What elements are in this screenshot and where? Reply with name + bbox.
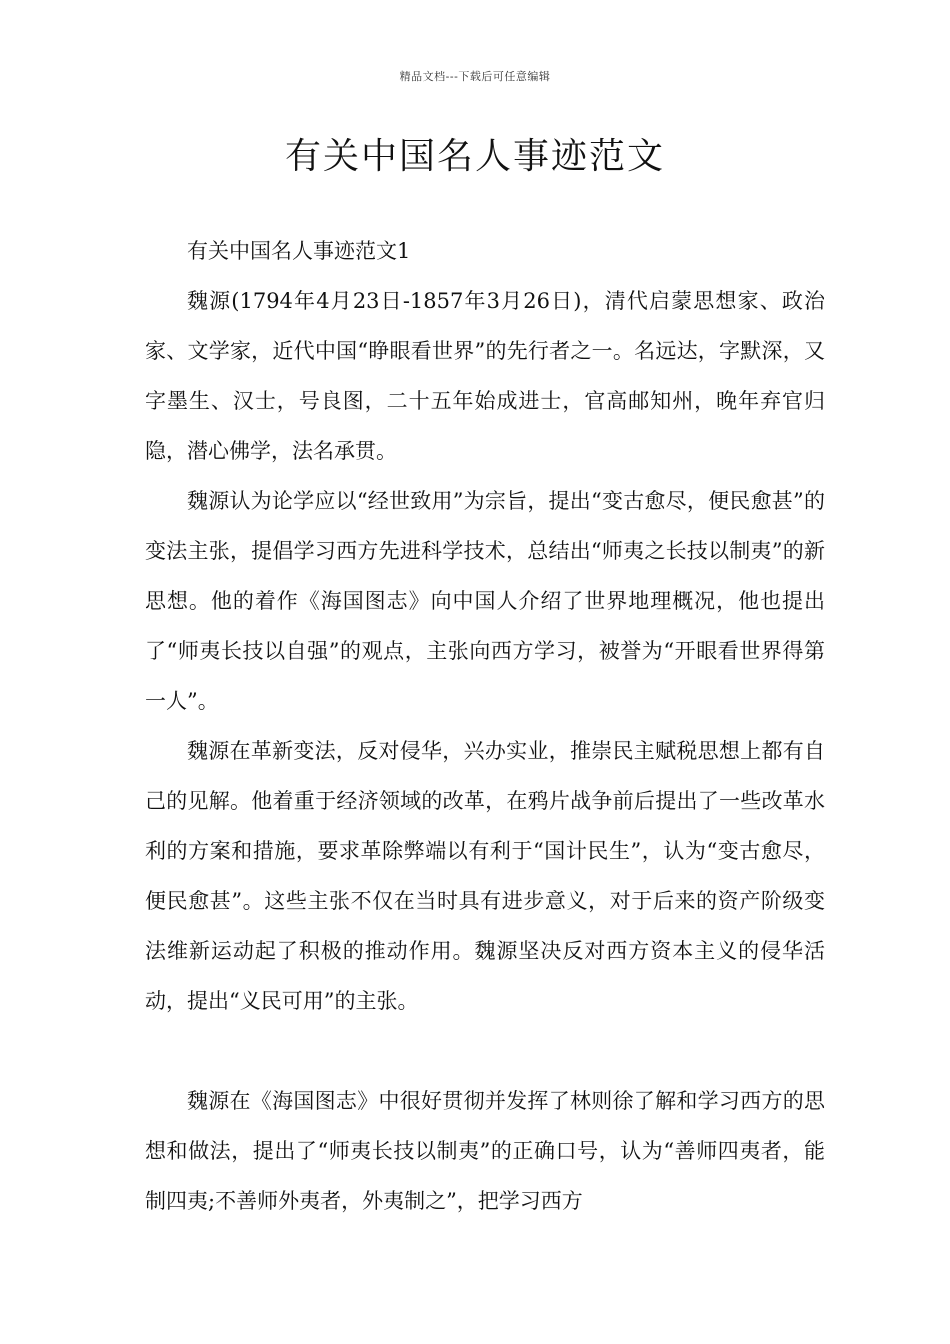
body-paragraph: 魏源认为论学应以“经世致用”为宗旨，提出“变古愈尽，便民愈甚”的变法主张，提倡学习西方先进科学技术，总结出“师夷之长技以制夷”的新思想。他的着作《海国图志》向中国人介绍了世界地理概况，他也提出了“师夷长技以自强”的观点，主张向西方学习，被誉为“开眼看世界得第一人”。 xyxy=(145,489,825,713)
body-paragraph: 魏源在《海国图志》中很好贯彻并发挥了林则徐了解和学习西方的思想和做法，提出了“师夷长技以制夷”的正确口号，认为“善师四夷者，能制四夷;不善师外夷者，外夷制之”，把学习西方 xyxy=(145,1089,825,1213)
document-body xyxy=(145,226,825,1226)
body-paragraph: 魏源在革新变法，反对侵华，兴办实业，推崇民主赋税思想上都有自己的见解。他着重于经济领域的改革，在鸦片战争前后提出了一些改革水利的方案和措施，要求革除弊端以有利于“国计民生”，认为“变古愈尽，便民愈甚”。这些主张不仅在当时具有进步意义，对于后来的资产阶级变法维新运动起了积极的推动作用。魏源坚决反对西方资本主义的侵华活动，提出“义民可用”的主张。 xyxy=(145,739,825,1013)
body-paragraph: 魏源(1794年4月23日-1857年3月26日)，清代启蒙思想家、政治家、文学家，近代中国“睁眼看世界”的先行者之一。名远达，字默深，又字墨生、汉士，号良图，二十五年始成进士，官高邮知州，晚年弃官归隐，潜心佛学，法名承贯。 xyxy=(145,289,825,463)
document-title: 有关中国名人事迹范文 xyxy=(284,136,665,177)
header-note: 精品文档---下载后可任意编辑 xyxy=(399,70,551,83)
section-heading: 有关中国名人事迹范文1 xyxy=(187,239,411,263)
